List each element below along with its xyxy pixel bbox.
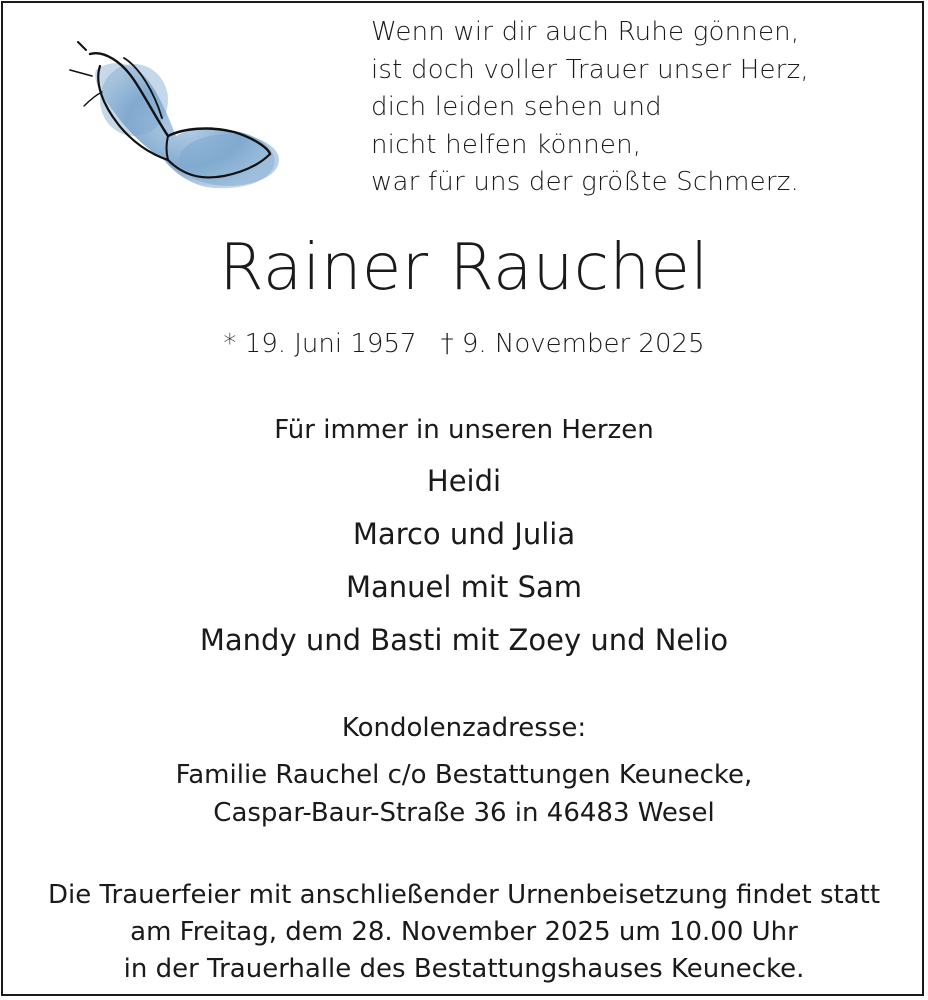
mourner-name: Marco und Julia [352,517,576,551]
service-info-line: am Freitag, dem 28. November 2025 um 10.00 Uhr [130,917,798,947]
poem-line: ist doch voller Trauer unser Herz, [371,54,809,85]
life-dates [0,326,928,362]
service-info-line: in der Trauerhalle des Bestattungshauses Keunecke. [123,954,805,984]
service-info-line: Die Trauerfeier mit anschließender Urnenbeisetzung findet statt [47,880,881,910]
mourner-name: Mandy und Basti mit Zoey und Nelio [199,623,729,657]
condolence-address-line: Familie Rauchel c/o Bestattungen Keunecke, [175,760,753,790]
deceased-name: Rainer Rauchel [219,231,709,305]
butterfly-icon [64,40,294,200]
mourners-intro: Für immer in unseren Herzen [274,415,654,445]
mourner-name: Heidi [426,464,502,498]
mourner-name: Manuel mit Sam [346,570,582,604]
condolence-label: Kondolenzadresse: [341,713,587,743]
poem-line: Wenn wir dir auch Ruhe gönnen, [371,17,800,47]
poem-line: war für uns der größte Schmerz. [371,167,800,197]
poem-line: dich leiden sehen und [371,92,662,122]
poem-line: nicht helfen können, [371,129,642,160]
death-date: † 9. November 2025 [440,329,705,359]
condolence-address-line: Caspar-Baur-Straße 36 in 46483 Wesel [213,798,715,828]
birth-date: * 19. Juni 1957 [223,329,417,359]
poem [371,14,911,202]
